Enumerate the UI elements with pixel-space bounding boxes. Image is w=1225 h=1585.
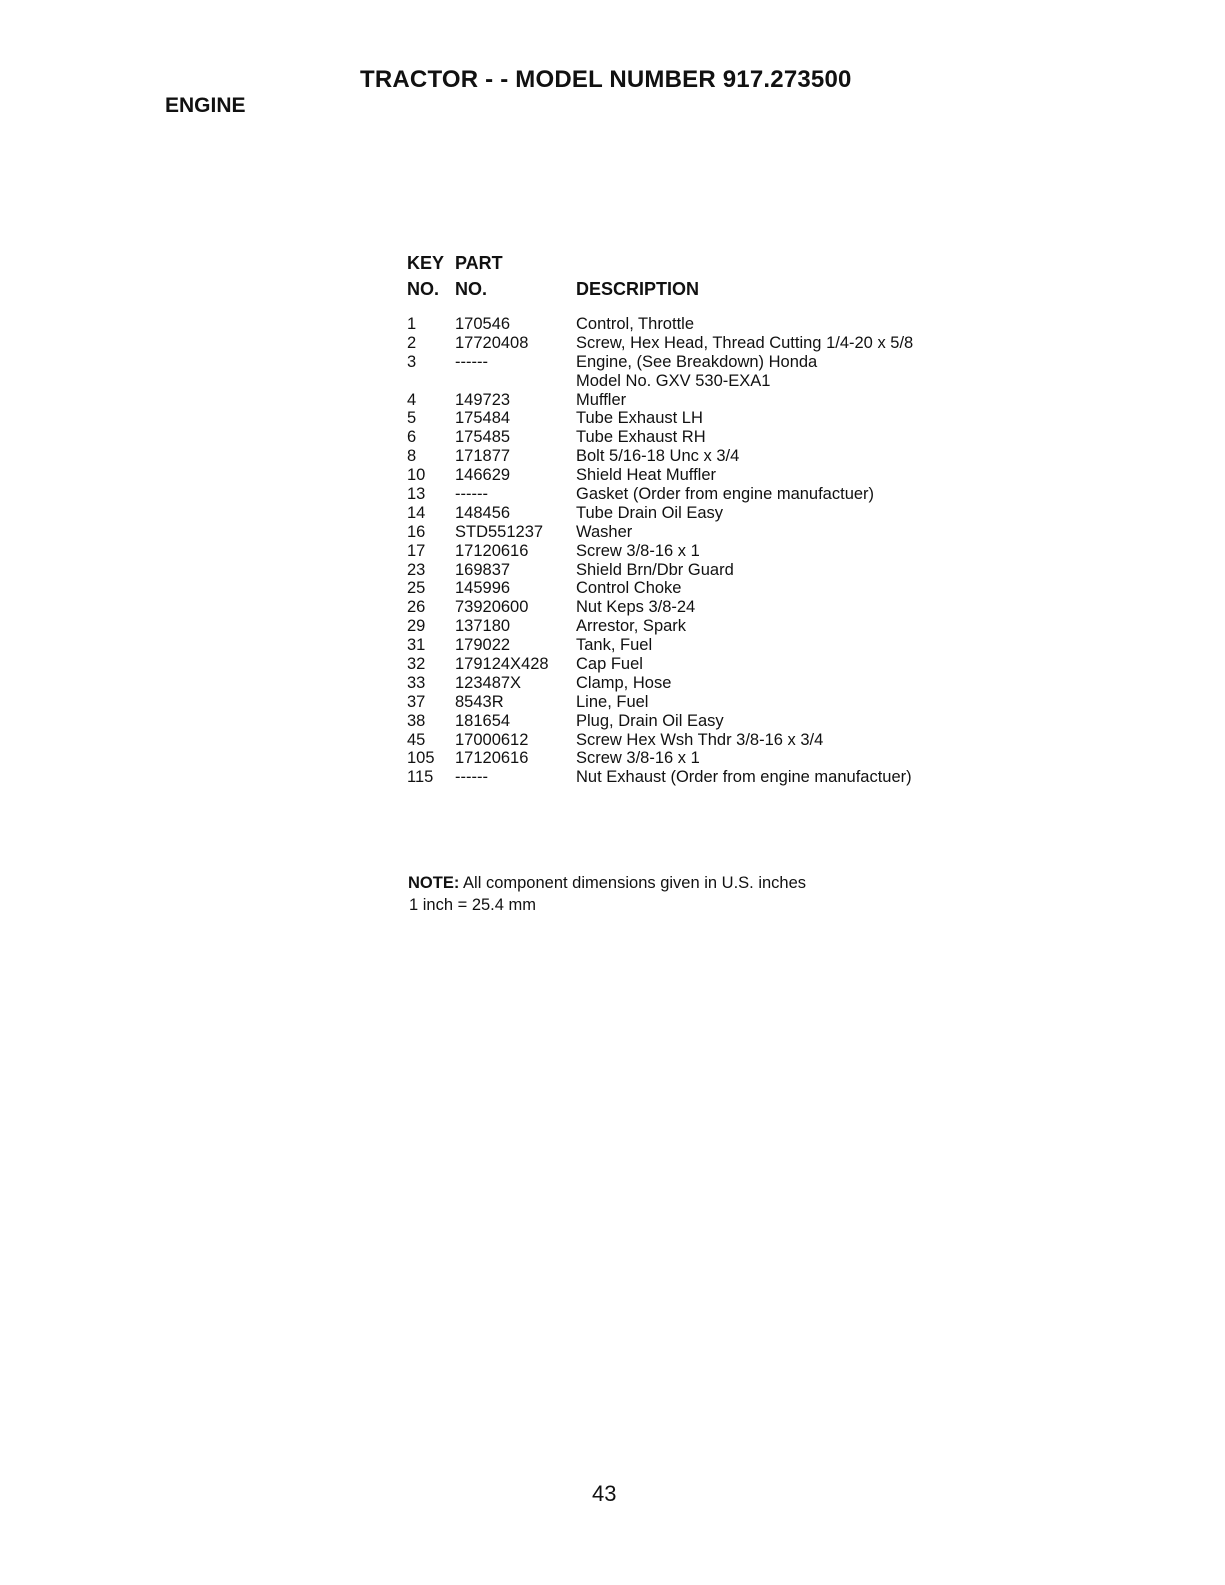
table-row [407, 712, 967, 731]
key-no-cell: 29 [407, 617, 426, 636]
table-row [407, 579, 967, 598]
table-row [407, 391, 967, 410]
key-no-cell: 2 [407, 333, 417, 352]
description-cell: Shield Brn/Dbr Guard [576, 560, 734, 579]
page-title: TRACTOR - - MODEL NUMBER 917.273500 [360, 66, 852, 93]
part-no-cell: 8543R [455, 692, 504, 711]
description-cell: Screw Hex Wsh Thdr 3/8-16 x 3/4 [576, 730, 824, 749]
table-row [407, 466, 967, 485]
table-row [407, 353, 967, 372]
key-no-cell: 45 [407, 730, 426, 749]
description-cell: Control, Throttle [576, 315, 694, 333]
key-no-cell: 26 [407, 598, 426, 617]
key-no-cell: 4 [407, 390, 417, 409]
key-no-cell: 115 [407, 768, 434, 787]
table-row [407, 428, 967, 447]
key-no-cell: 31 [407, 636, 426, 655]
description-cell: Line, Fuel [576, 692, 649, 711]
description-cell: Gasket (Order from engine manufactuer) [576, 485, 875, 504]
description-cell: Model No. GXV 530-EXA1 [576, 371, 771, 390]
key-no-cell: 17 [407, 541, 426, 560]
table-row [407, 598, 967, 617]
table-row [407, 542, 967, 561]
table-row [407, 561, 967, 580]
part-no-cell: 169837 [455, 560, 511, 579]
description-cell: Screw 3/8-16 x 1 [576, 541, 700, 560]
table-body [407, 315, 967, 787]
unit-conversion: 1 inch = 25.4 mm [409, 896, 537, 914]
table-row [407, 334, 967, 353]
part-no-cell: 17120616 [455, 749, 529, 768]
key-no-cell: 3 [407, 352, 417, 371]
description-cell: Tube Drain Oil Easy [576, 503, 724, 522]
key-no-cell: 37 [407, 692, 426, 711]
part-no-cell: 179022 [455, 636, 511, 655]
table-row [407, 636, 967, 655]
description-cell: Plug, Drain Oil Easy [576, 711, 724, 730]
part-no-cell: ------ [455, 485, 488, 504]
table-row [407, 523, 967, 542]
part-no-cell: ------ [455, 352, 488, 371]
part-no-cell: 17000612 [455, 730, 529, 749]
note-text: All component dimensions given in U.S. inches [459, 874, 807, 892]
part-no-cell: 148456 [455, 503, 511, 522]
part-no-cell: 73920600 [455, 598, 529, 617]
table-row [407, 315, 967, 334]
part-no-cell: 179124X428 [455, 655, 549, 674]
part-no-cell: 149723 [455, 390, 511, 409]
table-row [407, 749, 967, 768]
table-row [407, 504, 967, 523]
key-no-cell: 13 [407, 485, 426, 504]
description-cell: Tube Exhaust LH [576, 409, 703, 428]
key-no-cell: 16 [407, 522, 426, 541]
table-row [407, 731, 967, 750]
note [408, 874, 806, 893]
key-no-cell: 1 [407, 315, 417, 333]
key-no-cell: 32 [407, 655, 426, 674]
description-cell: Nut Keps 3/8-24 [576, 598, 696, 617]
part-no-cell: 146629 [455, 466, 511, 485]
table-row [407, 447, 967, 466]
description-cell: Engine, (See Breakdown) Honda [576, 352, 818, 371]
description-cell: Tank, Fuel [576, 636, 653, 655]
key-no-cell: 14 [407, 503, 426, 522]
description-cell: Clamp, Hose [576, 673, 672, 692]
table-row [407, 409, 967, 428]
description-cell: Arrestor, Spark [576, 617, 687, 636]
part-no-cell: 181654 [455, 711, 511, 730]
key-no-cell: 38 [407, 711, 426, 730]
table-row [407, 693, 967, 712]
note-label: NOTE: [408, 874, 460, 892]
key-no-cell: 23 [407, 560, 426, 579]
description-cell: Cap Fuel [576, 655, 643, 674]
part-no-cell: STD551237 [455, 522, 544, 541]
description-cell: Control Choke [576, 579, 682, 598]
header-key-no-label: NO. [407, 279, 440, 299]
description-cell: Shield Heat Muffler [576, 466, 717, 485]
page-number: 43 [592, 1481, 617, 1506]
description-cell: Washer [576, 522, 633, 541]
section-title: ENGINE [165, 94, 246, 117]
description-cell: Nut Exhaust (Order from engine manufactuer) [576, 768, 912, 787]
header-key-label: KEY [407, 253, 445, 273]
header-description-label: DESCRIPTION [576, 279, 700, 299]
table-row [407, 485, 967, 504]
part-no-cell: 175484 [455, 409, 511, 428]
header-part-no-label: NO. [455, 279, 488, 299]
part-no-cell: 137180 [455, 617, 511, 636]
part-no-cell: ------ [455, 768, 488, 787]
key-no-cell: 33 [407, 673, 426, 692]
description-cell: Screw, Hex Head, Thread Cutting 1/4-20 x 5/8 [576, 333, 914, 352]
table-header [407, 253, 967, 315]
key-no-cell: 10 [407, 466, 426, 485]
table-row [407, 768, 967, 787]
key-no-cell: 105 [407, 749, 435, 768]
table-row [407, 674, 967, 693]
part-no-cell: 175485 [455, 428, 511, 447]
description-cell: Screw 3/8-16 x 1 [576, 749, 700, 768]
part-no-cell: 17720408 [455, 333, 529, 352]
header-part-label: PART [455, 253, 503, 273]
part-no-cell: 145996 [455, 579, 511, 598]
key-no-cell: 25 [407, 579, 426, 598]
description-cell: Muffler [576, 390, 627, 409]
table-row [407, 617, 967, 636]
key-no-cell: 5 [407, 409, 417, 428]
part-no-cell: 170546 [455, 315, 511, 333]
table-row [407, 655, 967, 674]
key-no-cell: 6 [407, 428, 417, 447]
description-cell: Tube Exhaust RH [576, 428, 706, 447]
table-row [407, 372, 967, 391]
description-cell: Bolt 5/16-18 Unc x 3/4 [576, 447, 740, 466]
part-no-cell: 171877 [455, 447, 511, 466]
part-no-cell: 17120616 [455, 541, 529, 560]
part-no-cell: 123487X [455, 673, 522, 692]
parts-table [407, 253, 967, 787]
key-no-cell: 8 [407, 447, 417, 466]
